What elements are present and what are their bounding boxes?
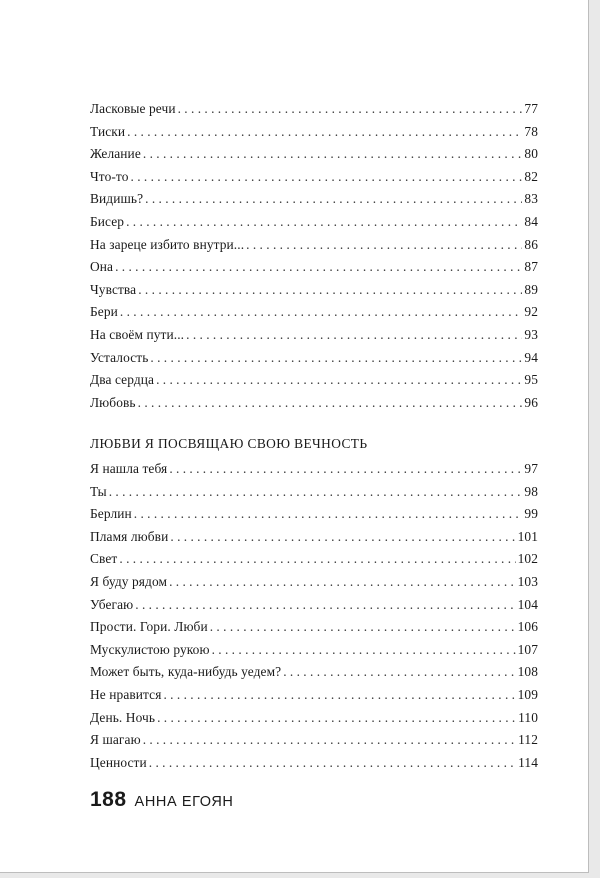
toc-entry bbox=[90, 188, 538, 211]
toc-entry-page: 97 bbox=[524, 461, 538, 476]
toc-entry-page: 95 bbox=[524, 372, 538, 388]
toc-list-part-1 bbox=[90, 98, 538, 414]
toc-leader-dots bbox=[246, 234, 522, 257]
toc-entry-title: Не нравится bbox=[90, 686, 162, 702]
toc-entry bbox=[90, 392, 538, 415]
toc-leader-dots bbox=[126, 211, 522, 234]
toc-entry-title: Я буду рядом bbox=[90, 573, 168, 589]
page-footer bbox=[90, 788, 233, 812]
toc-entry bbox=[90, 211, 538, 234]
toc-entry bbox=[90, 571, 538, 594]
toc-entry-title: Мускулистою рукою bbox=[90, 641, 210, 657]
toc-entry-title: Два сердца bbox=[90, 372, 155, 388]
toc-entry-page: 99 bbox=[524, 506, 538, 522]
author-name: АННА ЕГОЯН bbox=[134, 794, 234, 810]
toc-leader-dots bbox=[138, 279, 522, 302]
toc-entry bbox=[90, 234, 538, 257]
toc-entry bbox=[90, 481, 538, 504]
toc-entry-page: 78 bbox=[524, 123, 538, 139]
page-number: 188 bbox=[90, 788, 127, 811]
toc-entry-page: 102 bbox=[517, 551, 538, 567]
toc-entry-page: 80 bbox=[524, 146, 538, 162]
toc-entry-title: Прости. Гори. Люби bbox=[90, 619, 208, 635]
toc-entry-page: 92 bbox=[524, 304, 538, 320]
toc-leader-dots bbox=[186, 324, 522, 347]
toc-leader-dots bbox=[163, 684, 515, 707]
toc-entry-title: Я нашла тебя bbox=[90, 461, 168, 476]
toc-entry bbox=[90, 369, 538, 392]
toc-leader-dots bbox=[178, 98, 523, 121]
toc-leader-dots bbox=[150, 347, 522, 370]
toc-entry bbox=[90, 684, 538, 707]
toc-entry-title: Пламя любви bbox=[90, 528, 169, 544]
toc-entry bbox=[90, 548, 538, 571]
toc-entry-title: Свет bbox=[90, 551, 118, 567]
toc-entry bbox=[90, 143, 538, 166]
toc-entry bbox=[90, 166, 538, 189]
toc-entry bbox=[90, 503, 538, 526]
toc-entry bbox=[90, 98, 538, 121]
toc-entry-title: Чувства bbox=[90, 281, 137, 297]
toc-entry-title: Ласковые речи bbox=[90, 101, 176, 116]
toc-entry bbox=[90, 279, 538, 302]
toc-entry-title: Что-то bbox=[90, 168, 129, 184]
toc-entry-page: 106 bbox=[517, 619, 538, 635]
toc-leader-dots bbox=[138, 392, 523, 415]
toc-entry-title: Может быть, куда-нибудь уедем? bbox=[90, 664, 282, 680]
toc-entry-page: 87 bbox=[524, 259, 538, 275]
toc-leader-dots bbox=[149, 752, 516, 775]
toc-entry bbox=[90, 707, 538, 730]
toc-leader-dots bbox=[120, 301, 523, 324]
toc-entry-title: Усталость bbox=[90, 349, 149, 365]
toc-leader-dots bbox=[169, 571, 516, 594]
toc-leader-dots bbox=[170, 526, 515, 549]
toc-leader-dots bbox=[143, 143, 523, 166]
toc-leader-dots bbox=[156, 369, 522, 392]
toc-entry-title: Бери bbox=[90, 304, 118, 320]
toc-entry-title: Она bbox=[90, 259, 114, 275]
toc-entry-title: Ценности bbox=[90, 754, 147, 770]
toc-entry-page: 101 bbox=[517, 528, 538, 544]
toc-entry-title: На своём пути... bbox=[90, 326, 185, 342]
toc-leader-dots bbox=[115, 256, 522, 279]
toc-entry-page: 77 bbox=[524, 101, 538, 116]
toc-entry-page: 110 bbox=[518, 709, 538, 725]
section-heading: ЛЮБВИ Я ПОСВЯЩАЮ СВОЮ ВЕЧНОСТЬ bbox=[90, 436, 368, 451]
toc-entry bbox=[90, 639, 538, 662]
toc-entry bbox=[90, 661, 538, 684]
toc-entry-page: 96 bbox=[524, 394, 538, 410]
toc-entry-page: 112 bbox=[518, 732, 538, 748]
toc-entry-page: 103 bbox=[517, 573, 538, 589]
toc-entry-title: Убегаю bbox=[90, 596, 134, 612]
toc-leader-dots bbox=[157, 707, 516, 730]
toc-entry-title: Бисер bbox=[90, 213, 125, 229]
toc-entry-title: День. Ночь bbox=[90, 709, 156, 725]
toc-entry bbox=[90, 458, 538, 481]
toc-entry bbox=[90, 301, 538, 324]
toc-entry bbox=[90, 121, 538, 144]
toc-entry-title: Тиски bbox=[90, 123, 126, 139]
toc-entry-page: 94 bbox=[524, 349, 538, 365]
toc-entry-page: 107 bbox=[517, 641, 538, 657]
toc-entry-page: 109 bbox=[517, 686, 538, 702]
toc-entry-page: 98 bbox=[524, 483, 538, 499]
toc-entry-title: Любовь bbox=[90, 394, 136, 410]
toc-entry-page: 83 bbox=[524, 191, 538, 207]
toc-leader-dots bbox=[119, 548, 515, 571]
toc-leader-dots bbox=[109, 481, 523, 504]
toc-entry-page: 104 bbox=[517, 596, 538, 612]
toc-leader-dots bbox=[134, 503, 523, 526]
toc-entry bbox=[90, 324, 538, 347]
toc-leader-dots bbox=[145, 188, 522, 211]
toc-entry bbox=[90, 752, 538, 775]
toc-leader-dots bbox=[283, 661, 515, 684]
toc-entry bbox=[90, 729, 538, 752]
toc-entry-title: Берлин bbox=[90, 506, 132, 522]
toc-leader-dots bbox=[135, 594, 515, 617]
toc-entry-title: Видишь? bbox=[90, 191, 144, 207]
toc-entry-title: Ты bbox=[90, 483, 107, 499]
toc-leader-dots bbox=[127, 121, 522, 144]
toc-entry-title: На зареце избито внутри... bbox=[90, 236, 245, 252]
toc-entry-page: 114 bbox=[518, 754, 538, 770]
toc-entry-page: 86 bbox=[524, 236, 538, 252]
toc-leader-dots bbox=[210, 616, 516, 639]
toc-list-part-2 bbox=[90, 458, 538, 774]
toc-leader-dots bbox=[212, 639, 516, 662]
toc-entry-page: 82 bbox=[524, 168, 538, 184]
toc-leader-dots bbox=[143, 729, 516, 752]
toc-entry-page: 89 bbox=[524, 281, 538, 297]
toc-leader-dots bbox=[131, 166, 523, 189]
toc-entry bbox=[90, 347, 538, 370]
toc-entry-page: 108 bbox=[517, 664, 538, 680]
toc-entry bbox=[90, 594, 538, 617]
toc-entry bbox=[90, 616, 538, 639]
toc-entry-title: Я шагаю bbox=[90, 732, 141, 748]
toc-entry bbox=[90, 526, 538, 549]
toc-leader-dots bbox=[169, 458, 522, 481]
toc-entry-page: 84 bbox=[524, 213, 538, 229]
toc-entry-title: Желание bbox=[90, 146, 141, 162]
toc-entry bbox=[90, 256, 538, 279]
toc-entry-page: 93 bbox=[524, 326, 538, 342]
